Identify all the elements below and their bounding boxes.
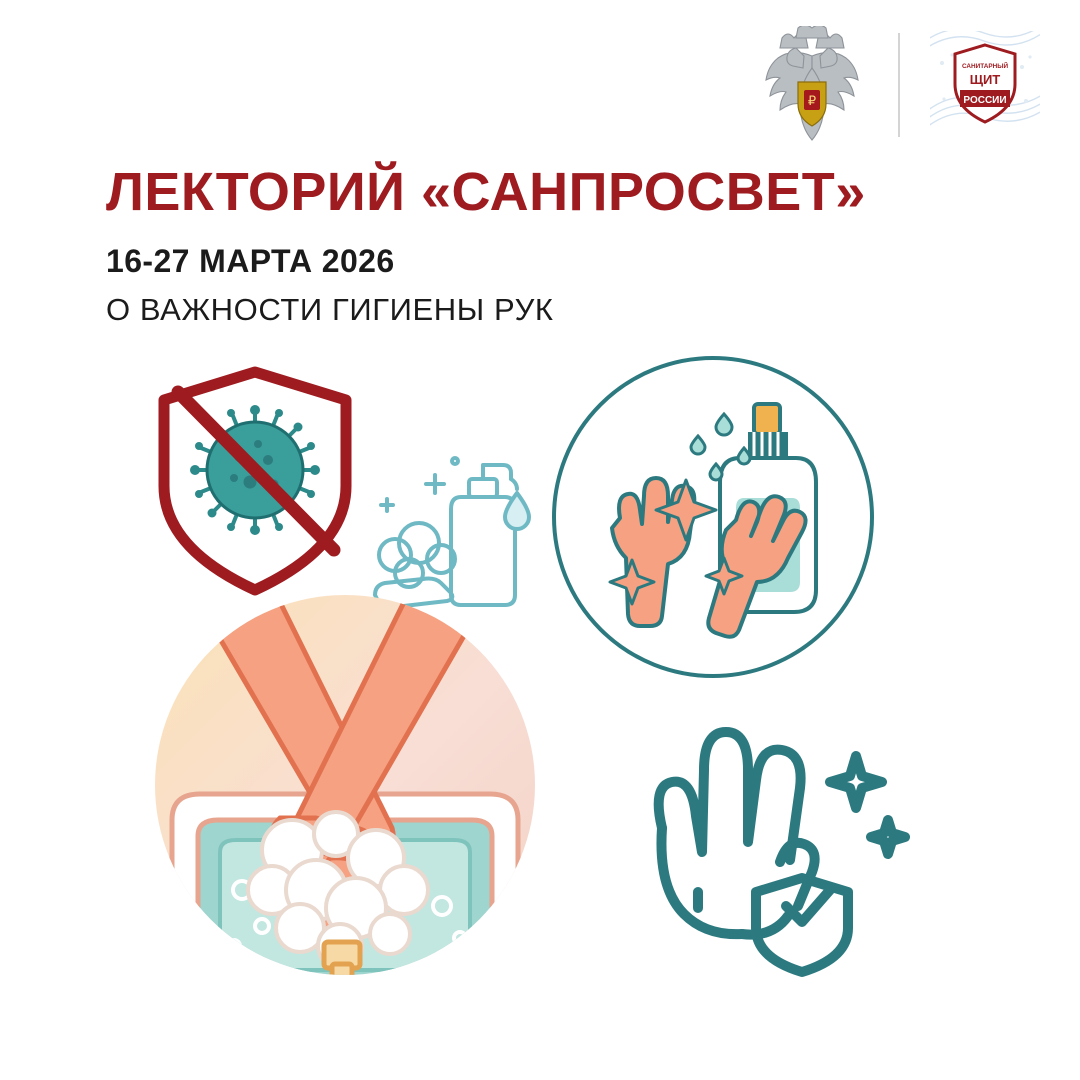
logo-bar [752,26,1044,144]
washing-hands-in-sink-icon [150,590,540,985]
svg-text:САНИТАРНЫЙ: САНИТАРНЫЙ [961,63,1009,70]
svg-text:ЩИТ: ЩИТ [969,72,1001,87]
illustration-area [0,340,1080,1080]
svg-text:₽: ₽ [807,93,817,108]
hand-sanitizer-spray-icon [548,352,878,687]
page-title: ЛЕКТОРИЙ «САНПРОСВЕТ» [106,162,866,222]
shield-blocking-virus-icon [150,360,360,610]
rospotrebnadzor-emblem-icon [752,26,872,144]
sanitary-shield-of-russia-logo [926,29,1044,141]
svg-text:РОССИИ: РОССИИ [963,95,1007,106]
title-block [106,164,966,328]
event-date-range: 16-27 МАРТА 2026 [106,242,395,279]
logo-divider [898,33,900,137]
clean-hand-check-shield-icon [620,710,920,1005]
event-subtitle: О ВАЖНОСТИ ГИГИЕНЫ РУК [106,291,554,327]
